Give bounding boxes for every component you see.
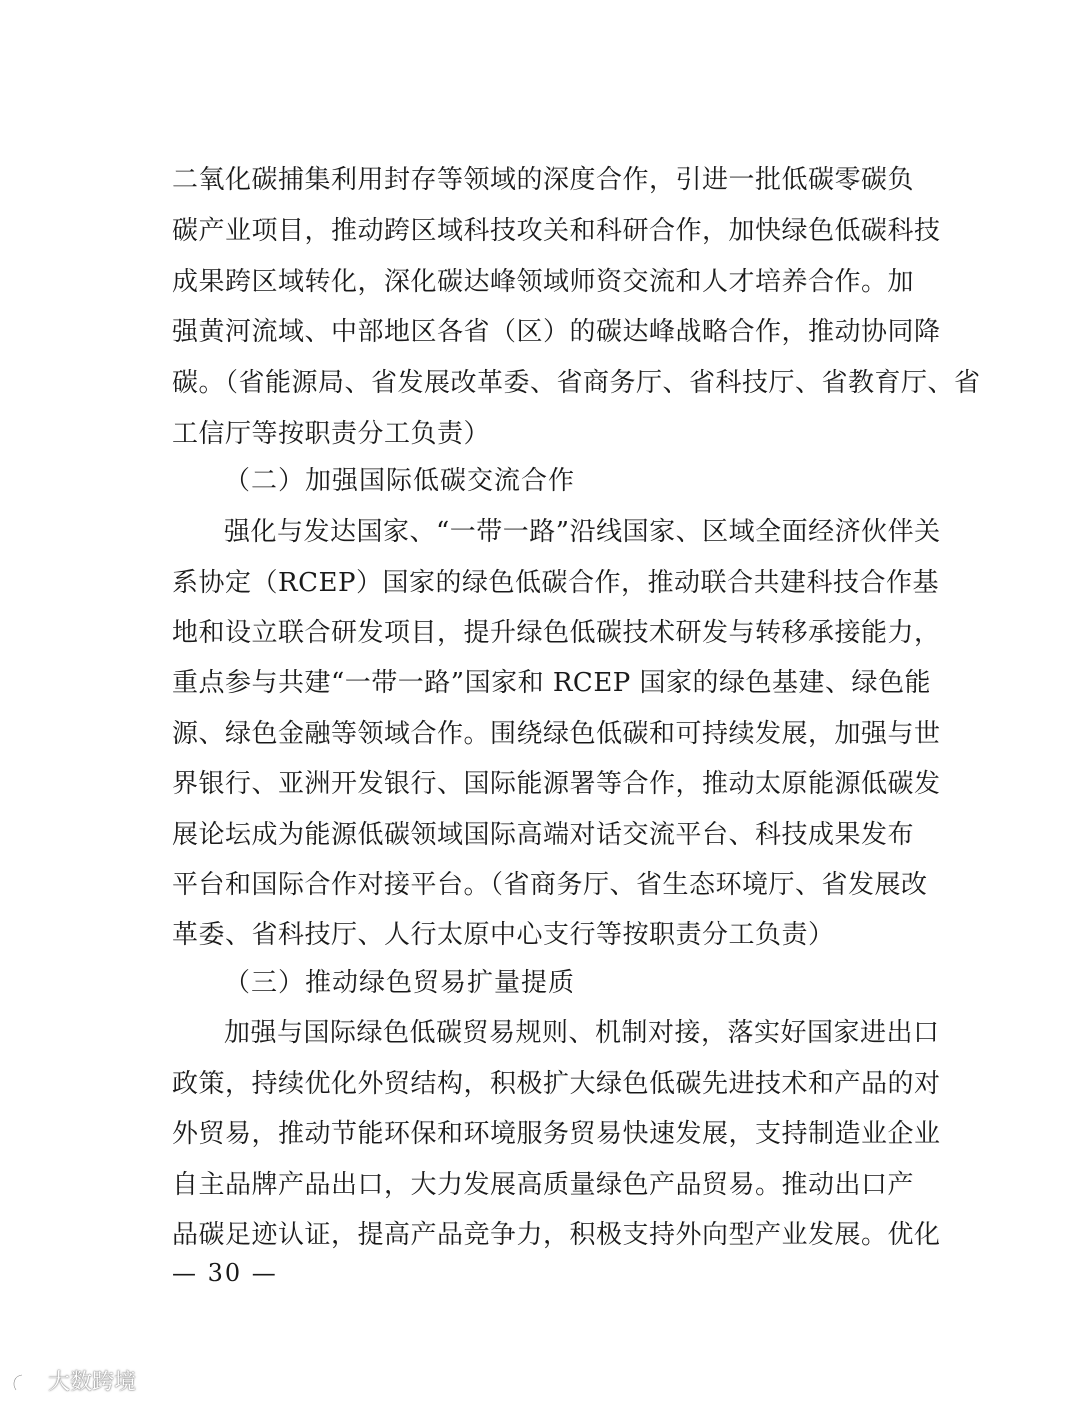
body-line: 品碳足迹认证，提高产品竞争力，积极支持外向型产业发展。优化: [172, 1220, 941, 1250]
body-line: 系协定（RCEP）国家的绿色低碳合作，推动联合共建科技合作基: [172, 568, 939, 598]
body-line: 自主品牌产品出口，大力发展高质量绿色产品贸易。推动出口产: [172, 1170, 915, 1200]
body-line: 界银行、亚洲开发银行、国际能源署等合作，推动太原能源低碳发: [172, 769, 941, 799]
body-line: 外贸易，推动节能环保和环境服务贸易快速发展，支持制造业企业: [172, 1119, 941, 1149]
body-line: 成果跨区域转化，深化碳达峰领域师资交流和人才培养合作。加: [172, 267, 915, 297]
body-line: 展论坛成为能源低碳领域国际高端对话交流平台、科技成果发布: [172, 820, 915, 850]
body-line: 重点参与共建“一带一路”国家和 RCEP 国家的绿色基建、绿色能: [172, 668, 932, 698]
body-line: 碳。（省能源局、省发展改革委、省商务厅、省科技厅、省教育厅、省: [172, 368, 981, 398]
watermark-text: 大数跨境: [48, 1370, 137, 1395]
body-line: 工信厅等按职责分工负责）: [172, 419, 491, 449]
watermark: [10, 1368, 136, 1398]
body-line: 碳产业项目，推动跨区域科技攻关和科研合作，加快绿色低碳科技: [172, 216, 941, 246]
body-line: 强黄河流域、中部地区各省（区）的碳达峰战略合作，推动协同降: [172, 317, 941, 347]
body-line: 政策，持续优化外贸结构，积极扩大绿色低碳先进技术和产品的对: [172, 1069, 941, 1099]
section-heading: （二）加强国际低碳交流合作: [224, 466, 576, 496]
body-line: 二氧化碳捕集利用封存等领域的深度合作，引进一批低碳零碳负: [172, 165, 915, 195]
body-line: 革委、省科技厅、人行太原中心支行等按职责分工负责）: [172, 920, 835, 950]
body-line: 源、绿色金融等领域合作。围绕绿色低碳和可持续发展，加强与世: [172, 719, 941, 749]
logo-icon: [10, 1370, 44, 1396]
body-line: 加强与国际绿色低碳贸易规则、机制对接，落实好国家进出口: [224, 1018, 940, 1048]
section-heading: （三）推动绿色贸易扩量提质: [224, 968, 576, 998]
body-line: 平台和国际合作对接平台。（省商务厅、省生态环境厅、省发展改: [172, 870, 928, 900]
page-number: — 30 —: [172, 1259, 278, 1287]
body-line: 强化与发达国家、“一带一路”沿线国家、区域全面经济伙伴关: [224, 517, 941, 547]
body-line: 地和设立联合研发项目，提升绿色低碳技术研发与转移承接能力，: [172, 618, 941, 648]
